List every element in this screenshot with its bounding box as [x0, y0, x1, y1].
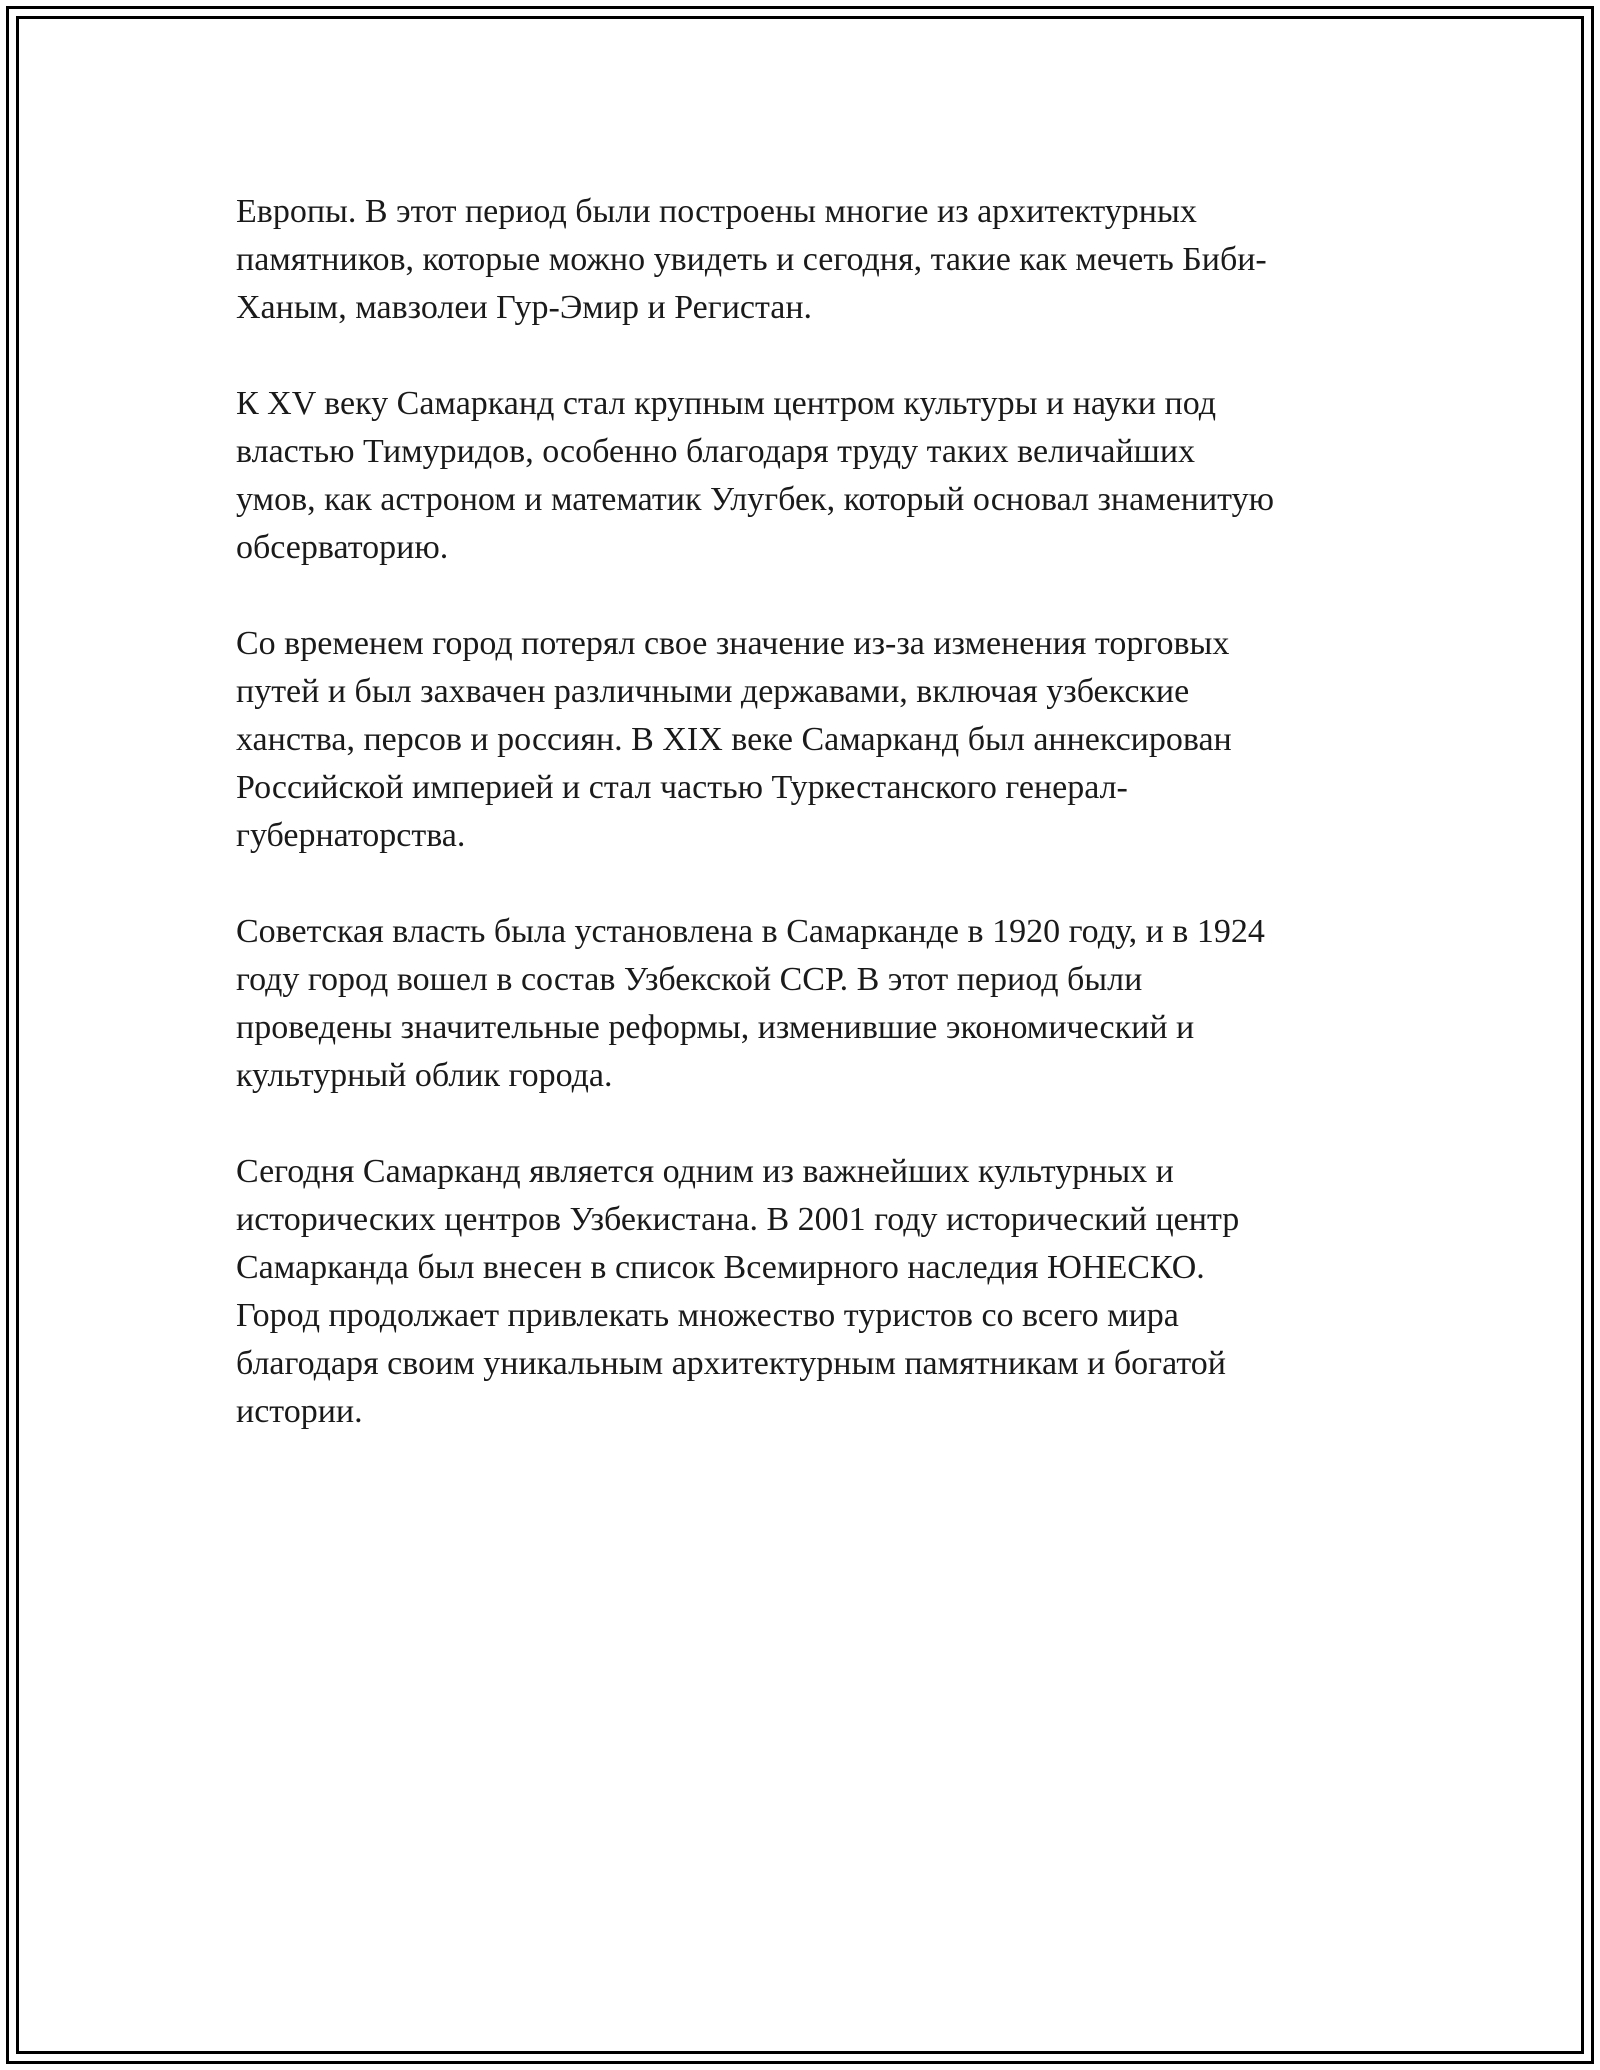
- paragraph-5: Сегодня Самарканд является одним из важнейших культурных и исторических центров Узбекистана. В 2001 году исторический центр Самарканда был внесен в список Всемирного наследия ЮНЕСКО. Город продолжает привлекать множество туристов со всего мира благодаря своим уникальным архитектурным памятникам и богатой истории.: [236, 1153, 1240, 1430]
- paragraph-1: Европы. В этот период были построены многие из архитектурных памятников, которые можно увидеть и сегодня, такие как мечеть Биби- Ханым, мавзолеи Гур-Эмир и Регистан.: [236, 193, 1267, 326]
- document-body: [236, 188, 1376, 1484]
- paragraph-4: Советская власть была установлена в Самарканде в 1920 году, и в 1924 году город вошел в состав Узбекской ССР. В этот период были проведены значительные реформы, изменившие экономический и культурный облик города.: [236, 913, 1265, 1094]
- paragraph-3: Со временем город потерял свое значение из-за изменения торговых путей и был захвачен различными державами, включая узбекские ханства, персов и россиян. В XIX веке Самарканд был аннексирован Российской империей и стал частью Туркестанского генерал- губернаторства.: [236, 625, 1232, 854]
- paragraph-2: К XV веку Самарканд стал крупным центром культуры и науки под властью Тимуридов, особенно благодаря труду таких величайших умов, как астроном и математик Улугбек, который основал знаменитую обсерваторию.: [236, 385, 1274, 566]
